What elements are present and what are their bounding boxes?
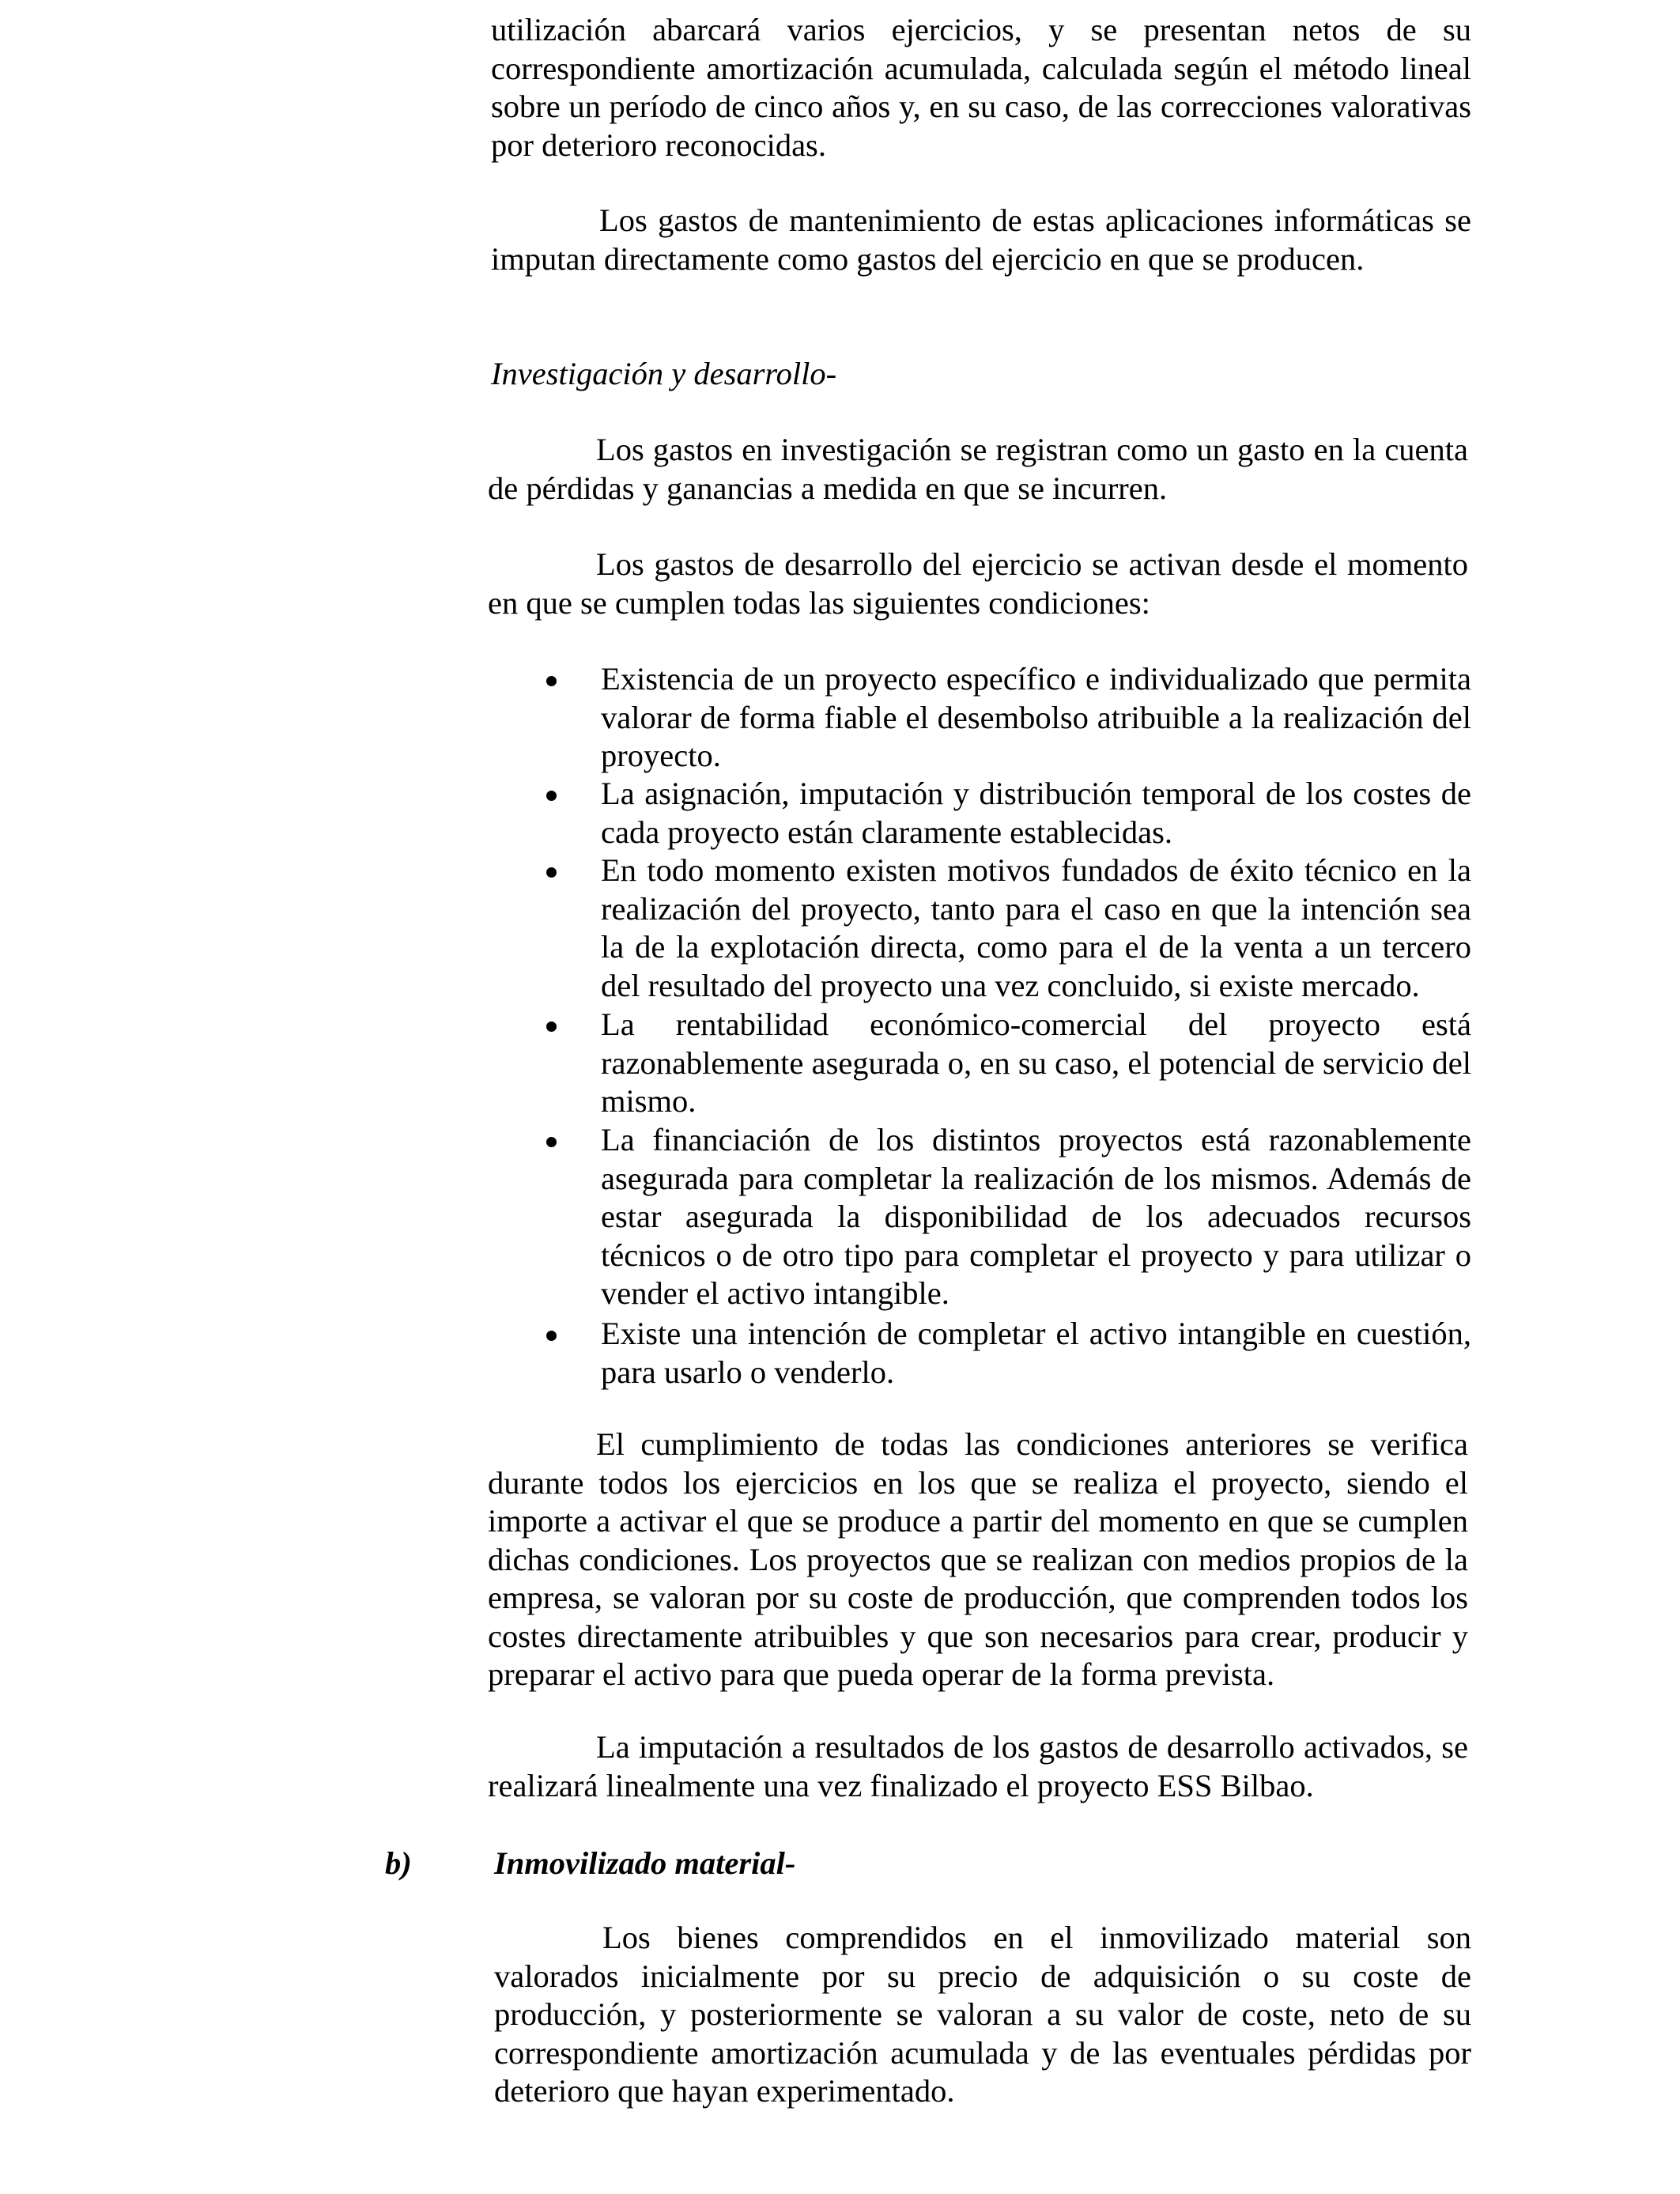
paragraph-imputacion: La imputación a resultados de los gastos de desarrollo activados, se realizará linealmente una vez finalizado el proyecto ESS Bilbao. bbox=[488, 1729, 1468, 1803]
bullet-icon bbox=[546, 1137, 557, 1147]
bullet-icon bbox=[546, 1021, 557, 1032]
section-letter: b) bbox=[385, 1845, 412, 1881]
list-item-text: Existencia de un proyecto específico e individualizado que permita valorar de forma fiable el desembolso atribuible a la realización del proyecto. bbox=[601, 661, 1471, 773]
paragraph-amortizacion: utilización abarcará varios ejercicios, y se presentan netos de su correspondiente amortización acumulada, calculada según el método lineal sobre un período de cinco años y, en su caso, de las correcciones valorativas por deterioro reconocidas. bbox=[491, 12, 1471, 163]
list-item-text: La financiación de los distintos proyectos está razonablemente asegurada para completar la realización de los mismos. Además de estar asegurada la disponibilidad de los adecuados recursos técnicos o de otro tipo para completar el proyecto y para utilizar o vender el activo intangible. bbox=[601, 1122, 1471, 1311]
paragraph-desarrollo-condiciones: Los gastos de desarrollo del ejercicio se activan desde el momento en que se cumplen todas las siguientes condiciones: bbox=[488, 546, 1468, 621]
bullet-icon bbox=[546, 867, 557, 878]
bullet-icon bbox=[546, 791, 557, 801]
list-item-text: La rentabilidad económico-comercial del proyecto está razonablemente asegurada o, en su caso, el potencial de servicio del mismo. bbox=[601, 1006, 1471, 1119]
heading-investigacion-desarrollo: Investigación y desarrollo- bbox=[491, 356, 837, 391]
list-item-text: Existe una intención de completar el activo intangible en cuestión, para usarlo o venderlo. bbox=[601, 1316, 1471, 1390]
list-item-text: La asignación, imputación y distribución temporal de los costes de cada proyecto están claramente establecidas. bbox=[601, 776, 1471, 850]
paragraph-investigacion: Los gastos en investigación se registran como un gasto en la cuenta de pérdidas y ganancias a medida en que se incurren. bbox=[488, 432, 1468, 506]
section-title: Inmovilizado material- bbox=[494, 1845, 796, 1881]
list-item-text: En todo momento existen motivos fundados de éxito técnico en la realización del proyecto, tanto para el caso en que la intención sea la de la explotación directa, como para el de la venta a un tercero del resultado del proyecto una vez concluido, si existe mercado. bbox=[601, 852, 1471, 1003]
paragraph-inmovilizado: Los bienes comprendidos en el inmovilizado material son valorados inicialmente por su precio de adquisición o su coste de producción, y posteriormente se valoran a su valor de coste, neto de su correspondiente amortización acumulada y de las eventuales pérdidas por deterioro que hayan experimentado. bbox=[494, 1920, 1471, 2109]
paragraph-cumplimiento: El cumplimiento de todas las condiciones anteriores se verifica durante todos los ejercicios en los que se realiza el proyecto, siendo el importe a activar el que se produce a partir del momento en que se cumplen dichas condiciones. Los proyectos que se realizan con medios propios de la empresa, se valoran por su coste de producción, que comprenden todos los costes directamente atribuibles y que son necesarios para crear, producir y preparar el activo para que pueda operar de la forma prevista. bbox=[488, 1426, 1468, 1692]
bullet-icon bbox=[546, 1331, 557, 1341]
paragraph-mantenimiento: Los gastos de mantenimiento de estas aplicaciones informáticas se imputan directamente como gastos del ejercicio en que se producen. bbox=[491, 202, 1471, 277]
bullet-icon bbox=[546, 676, 557, 686]
